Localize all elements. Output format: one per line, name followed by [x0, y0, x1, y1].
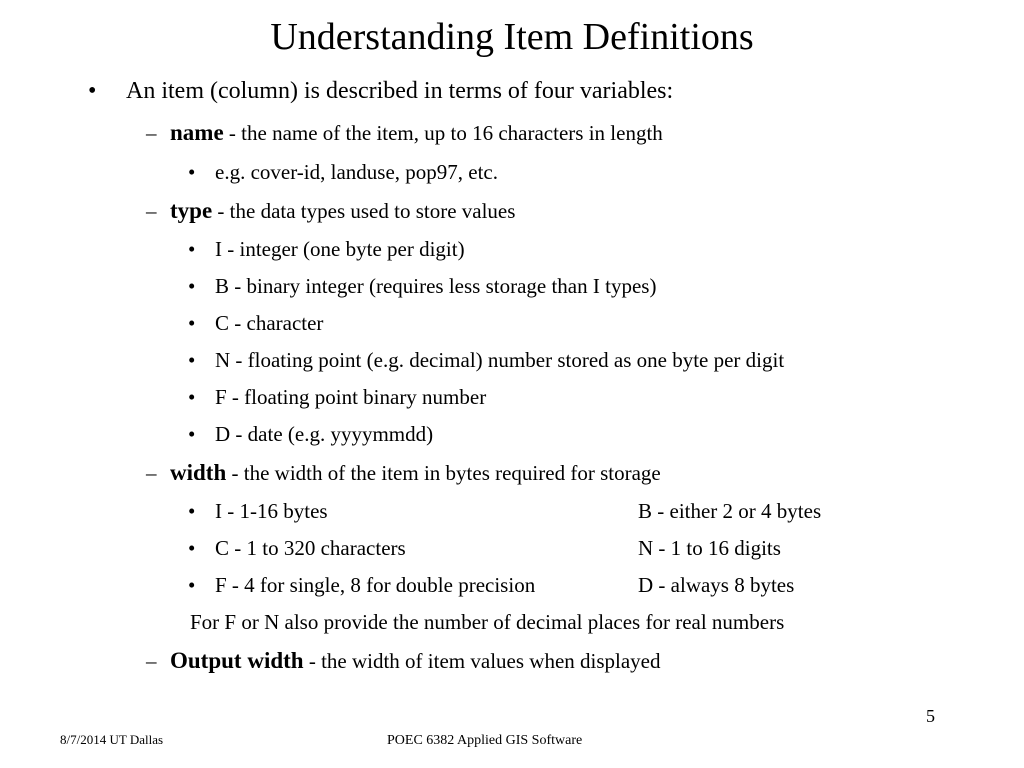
output-width-line	[146, 648, 661, 674]
width-row-right: N - 1 to 16 digits	[638, 536, 781, 560]
type-term: type	[170, 198, 213, 223]
bullet-icon: •	[188, 160, 196, 184]
bullet-icon: •	[188, 237, 196, 261]
type-item	[186, 311, 323, 336]
width-row-left: C - 1 to 320 characters	[215, 536, 406, 560]
type-desc: - the data types used to store values	[212, 199, 516, 223]
name-line	[146, 120, 663, 146]
output-width-term: Output width	[170, 648, 304, 673]
type-item	[186, 422, 433, 447]
dash-icon: –	[146, 121, 157, 145]
intro-text: An item (column) is described in terms of four variables:	[126, 78, 674, 104]
bullet-icon: •	[188, 499, 196, 523]
bullet-icon: •	[188, 536, 196, 560]
type-item-text: B - binary integer (requires less storage than I types)	[215, 274, 657, 298]
width-row-left: I - 1-16 bytes	[215, 499, 328, 523]
bullet-icon: •	[188, 422, 196, 446]
output-width-desc: - the width of item values when displayed	[303, 649, 661, 673]
intro-line	[88, 78, 673, 105]
width-line	[146, 460, 661, 486]
dash-icon: –	[146, 199, 157, 223]
type-item	[186, 274, 656, 299]
width-row	[186, 573, 535, 598]
type-item-text: D - date (e.g. yyyymmdd)	[215, 422, 434, 446]
name-example-text: e.g. cover-id, landuse, pop97, etc.	[215, 160, 498, 184]
dash-icon: –	[146, 649, 157, 673]
type-item-text: I - integer (one byte per digit)	[215, 237, 465, 261]
width-row-right: D - always 8 bytes	[638, 573, 795, 597]
footer-date-org: 8/7/2014 UT Dallas	[60, 732, 164, 747]
bullet-icon: •	[188, 385, 196, 409]
type-item-text: F - floating point binary number	[215, 385, 487, 409]
bullet-icon: •	[88, 78, 97, 104]
width-desc: - the width of the item in bytes required for storage	[226, 461, 661, 485]
bullet-icon: •	[188, 274, 196, 298]
width-row-right: B - either 2 or 4 bytes	[638, 499, 822, 523]
bullet-icon: •	[188, 573, 196, 597]
width-term: width	[170, 460, 227, 485]
type-item	[186, 237, 465, 262]
footer-course: POEC 6382 Applied GIS Software	[387, 733, 583, 748]
name-desc: - the name of the item, up to 16 characters in length	[223, 121, 663, 145]
width-note: For F or N also provide the number of decimal places for real numbers	[190, 610, 785, 634]
name-term: name	[170, 120, 224, 145]
type-item	[186, 348, 784, 373]
width-row	[186, 536, 406, 561]
width-row	[186, 499, 328, 524]
width-row-left: F - 4 for single, 8 for double precision	[215, 573, 536, 597]
name-example	[186, 160, 498, 185]
type-item-text: N - floating point (e.g. decimal) number stored as one byte per digit	[215, 348, 785, 372]
type-item	[186, 385, 486, 410]
dash-icon: –	[146, 461, 157, 485]
bullet-icon: •	[188, 311, 196, 335]
type-item-text: C - character	[215, 311, 324, 335]
slide-title: Understanding Item Definitions	[270, 16, 754, 58]
type-line	[146, 198, 515, 224]
bullet-icon: •	[188, 348, 196, 372]
page-number: 5	[926, 706, 935, 726]
